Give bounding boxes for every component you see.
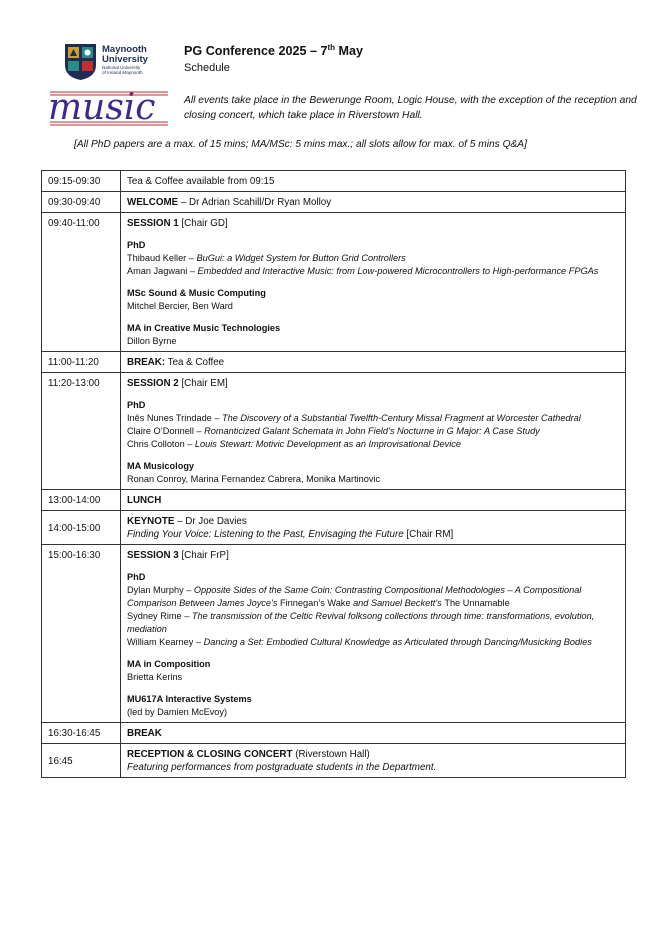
table-row [42, 192, 626, 213]
presenter-names: Mitchel Bercier, Ben Ward [127, 301, 233, 311]
category-heading: PhD [127, 240, 146, 250]
category-heading: PhD [127, 572, 146, 582]
timing-note: [All PhD papers are a max. of 15 mins; MA/MSc: 5 mins max.; all slots allow for max. of 5 mins Q&A] [74, 139, 527, 150]
category-heading: MSc Sound & Music Computing [127, 288, 266, 298]
music-department-logo [46, 86, 172, 128]
paper-entry: Chris Colloton – Louis Stewart: Motivic Development as an Improvisational Device [127, 439, 461, 449]
paper-entry: William Kearney – Dancing a Set: Embodied Cultural Knowledge as Articulated through Dancing/Musicking Bodies [127, 637, 592, 647]
table-row [42, 490, 626, 511]
time-cell: 11:00-11:20 [42, 352, 121, 373]
paper-entry: Inês Nunes Trindade – The Discovery of a Substantial Twelfth-Century Missal Fragment at Worcester Cathedral [127, 413, 581, 423]
paper-entry: Dylan Murphy – Opposite Sides of the Same Coin: Contrasting Compositional Methodologies – A Compositional Comparison Between James Joyce’s Finnegan’s Wake and Samuel Beckett’s The Unnamable [127, 585, 582, 608]
category-heading: MA Musicology [127, 461, 195, 471]
maynooth-wordmark: Maynooth University National University of Ireland Maynooth [102, 44, 148, 76]
paper-entry: Thibaud Keller – BuGui: a Widget System for Button Grid Controllers [127, 253, 406, 263]
event-cell: Tea & Coffee available from 09:15 [121, 171, 626, 192]
page-subtitle: Schedule [184, 62, 230, 74]
table-row [42, 352, 626, 373]
time-cell: 16:30-16:45 [42, 723, 121, 744]
time-cell: 13:00-14:00 [42, 490, 121, 511]
paper-entry: Claire O’Donnell – Romanticized Galant Schemata in John Field’s Nocturne in G Major: A Case Study [127, 426, 540, 436]
paper-entry: Sydney Rime – The transmission of the Celtic Revival folksong collections through time: transformations, evolution, mediation [127, 611, 595, 634]
page-title: PG Conference 2025 – 7th May [184, 43, 364, 58]
event-cell: SESSION 1 [Chair GD] PhD Thibaud Keller – BuGui: a Widget System for Button Grid Controllers Aman Jagwani – Embedded and Interactive Music: from Low-powered Microcontrollers to High-performance FPGAs MSc Sound & Music Computing Mitchel Bercier, Ben Ward MA in Creative Music Technologies Dillon Byrne [121, 213, 626, 352]
presenter-names: Dillon Byrne [127, 336, 177, 346]
event-cell: SESSION 2 [Chair EM] PhD Inês Nunes Trindade – The Discovery of a Substantial Twelfth-Century Missal Fragment at Worcester Cathedral Claire O’Donnell – Romanticized Galant Schemata in John Field’s Nocturne in G Major: A Case Study Chris Colloton – Louis Stewart: Motivic Development as an Improvisational Device MA Musicology Ronan Conroy, Marina Fernandez Cabrera, Monika Martinovic [121, 373, 626, 490]
time-cell: 09:40-11:00 [42, 213, 121, 352]
table-row [42, 171, 626, 192]
presenter-names: (led by Damien McEvoy) [127, 707, 228, 717]
time-cell: 09:15-09:30 [42, 171, 121, 192]
table-row [42, 213, 626, 352]
event-cell: BREAK: Tea & Coffee [121, 352, 626, 373]
event-cell: RECEPTION & CLOSING CONCERT (Riverstown Hall) Featuring performances from postgraduate students in the Department. [121, 744, 626, 778]
event-cell: LUNCH [121, 490, 626, 511]
paper-entry: Aman Jagwani – Embedded and Interactive Music: from Low-powered Microcontrollers to High-performance FPGAs [127, 266, 599, 276]
time-cell: 09:30-09:40 [42, 192, 121, 213]
category-heading: MA in Creative Music Technologies [127, 323, 281, 333]
time-cell: 11:20-13:00 [42, 373, 121, 490]
maynooth-logo [64, 43, 176, 81]
category-heading: MA in Composition [127, 659, 211, 669]
presenter-names: Ronan Conroy, Marina Fernandez Cabrera, Monika Martinovic [127, 474, 381, 484]
event-cell: BREAK [121, 723, 626, 744]
schedule-table [41, 170, 626, 778]
event-cell: KEYNOTE – Dr Joe Davies Finding Your Voice: Listening to the Past, Envisaging the Future [Chair RM] [121, 511, 626, 545]
event-cell: SESSION 3 [Chair FrP] PhD Dylan Murphy – Opposite Sides of the Same Coin: Contrasting Compositional Methodologies – A Compositional Comparison Between James Joyce’s Finnegan’s Wake and Samuel Beckett’s The Unnamable Sydney Rime – The transmission of the Celtic Revival folksong collections through time: transformations, evolution, mediation William Kearney – Dancing a Set: Embodied Cultural Knowledge as Articulated through Dancing/Musicking Bodies MA in Composition Brietta Kerins MU617A Interactive Systems (led by Damien McEvoy) [121, 545, 626, 723]
music-wordmark: music [48, 87, 156, 128]
event-cell: WELCOME – Dr Adrian Scahill/Dr Ryan Molloy [121, 192, 626, 213]
table-row [42, 744, 626, 778]
university-crest-icon [64, 43, 97, 81]
time-cell: 14:00-15:00 [42, 511, 121, 545]
time-cell: 15:00-16:30 [42, 545, 121, 723]
presenter-names: Brietta Kerins [127, 672, 183, 682]
table-row [42, 511, 626, 545]
venue-intro: All events take place in the Bewerunge Room, Logic House, with the exception of the reception and closing concert, which take place in Riverstown Hall. [184, 95, 637, 121]
table-row [42, 545, 626, 723]
table-row [42, 723, 626, 744]
table-row [42, 373, 626, 490]
category-heading: MU617A Interactive Systems [127, 694, 252, 704]
category-heading: PhD [127, 400, 146, 410]
time-cell: 16:45 [42, 744, 121, 778]
